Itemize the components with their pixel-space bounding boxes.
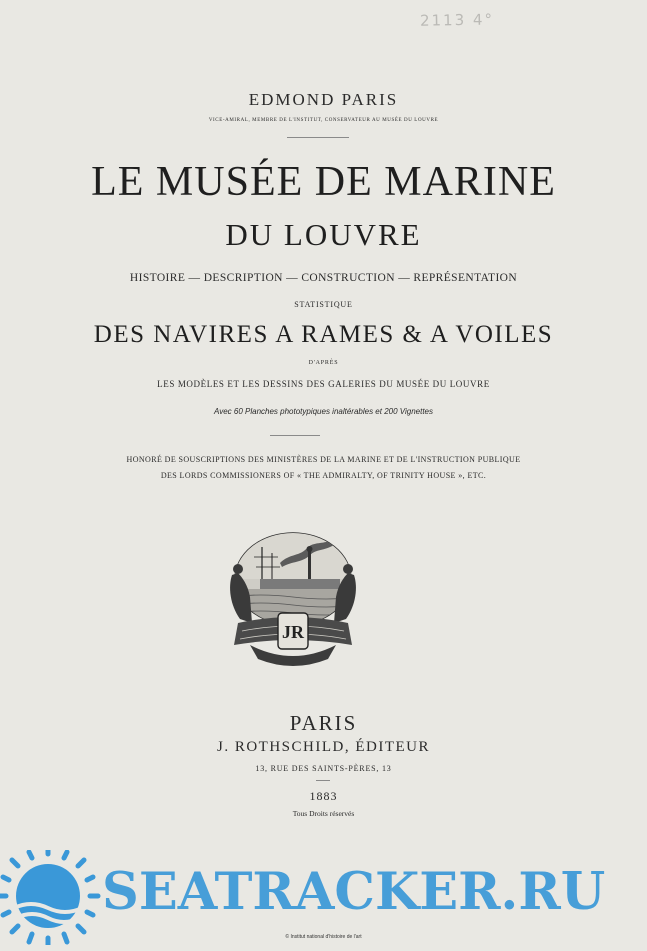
sun-icon — [0, 850, 98, 945]
author-credentials: VICE-AMIRAL, MEMBRE DE L'INSTITUT, CONSERVATEUR AU MUSÉE DU LOUVRE — [208, 118, 439, 123]
publisher-name: J. ROTHSCHILD, ÉDITEUR — [217, 739, 430, 755]
divider-top — [287, 137, 349, 138]
image-credit: © Institut national d'histoire de l'art — [285, 934, 362, 940]
publication-city: PARIS — [289, 711, 358, 735]
title-line-1: LE MUSÉE DE MARINE — [91, 159, 556, 205]
topics-line: HISTOIRE — DESCRIPTION — CONSTRUCTION — REPRÉSENTATION — [129, 272, 518, 284]
publication-year: 1883 — [309, 789, 338, 803]
watermark-text: SEATRACKER.RU — [102, 862, 606, 922]
title-line-2: DU LOUVRE — [225, 217, 422, 252]
handwritten-shelfmark: 2113 4° — [419, 10, 495, 30]
monogram-cartouche — [234, 613, 352, 666]
dapres-label: D'APRÈS — [308, 360, 339, 366]
divider-bottom — [316, 780, 330, 781]
rights-notice: Tous Droits réservés — [292, 809, 355, 818]
publisher-address: 13, RUE DES SAINTS-PÈRES, 13 — [255, 764, 392, 773]
monogram-text: JR — [282, 622, 304, 642]
publisher-emblem-vignette — [220, 527, 366, 667]
honors-line-1: HONORÉ DE SOUSCRIPTIONS DES MINISTÈRES DE LA MARINE ET DE L'INSTRUCTION PUBLIQUE — [126, 455, 521, 464]
author-name: EDMOND PARIS — [248, 90, 399, 109]
honors-line-2: DES LORDS COMMISSIONERS OF « THE ADMIRALTY, OF TRINITY HOUSE », ETC. — [160, 471, 487, 480]
subject-line: DES NAVIRES A RAMES & A VOILES — [93, 321, 554, 348]
divider-middle — [270, 435, 320, 436]
statistique-label: STATISTIQUE — [294, 300, 353, 309]
source-line: LES MODÈLES ET LES DESSINS DES GALERIES DU MUSÉE DU LOUVRE — [157, 379, 490, 389]
plates-note: Avec 60 Planches phototypiques inaltérables et 200 Vignettes — [214, 407, 433, 416]
